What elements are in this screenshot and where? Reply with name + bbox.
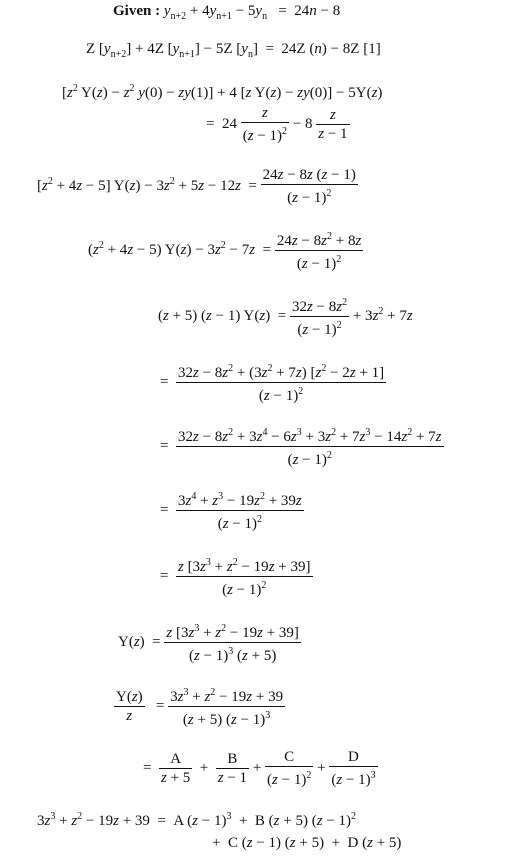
step3-line: (z + 5) (z − 1) Y(z) = $\frac{32z - 8z^2}{(z - 1)^2}$ + $3z^2 + 7z$: [158, 297, 413, 338]
step2-line: $(z^2 + 4z - 5) Y(z) - 3z^2 - 7z$ = $\frac{24z - 8z^2 + 8z}{(z - 1)^2}$: [88, 231, 362, 272]
z-transform-line: Z $[y_{n+2}] + 4Z$ $[y_{n+1}] - 5Z$ $[y_n] = 24Z$ (n) − 8Z [1]: [86, 41, 381, 60]
given-label: Given :: [113, 3, 161, 19]
step7-line: = $\frac{z [3z^3 + z^2 - 19z + 39]}{(z - 1)^2}$: [160, 557, 311, 598]
step8-line: Y(z) = $\frac{z [3z^3 + z^2 - 19z + 39]}{(z - 1)^3 (z + 5)}$: [118, 623, 299, 664]
step11-line-a: $3z^3 + z^2 - 19z + 39 = A$ $(z - 1)^3 + B$ (z + 5) $(z - 1)^2$: [37, 811, 357, 829]
step5-line: = $\frac{32z - 8z^2 + 3z^4 - 6z^3 + 3z^2 + 7z^3 - 14z^2 + 7z}{(z - 1)^2}$: [160, 427, 442, 468]
step9-line: $\frac{Y(z)}{z}$ = $\frac{3z^3 + z^2 - 19z + 39}{(z + 5) (z - 1)^3}$: [116, 687, 284, 728]
expanded-left-line: [$z^2$ $Y(z) - z^2$ y(0) − zy(1)] + 4 [z Y(z) − zy(0)] − 5Y(z): [62, 83, 383, 101]
step11-line-b: + C (z − 1) (z + 5) + D (z + 5): [212, 835, 402, 851]
expanded-right-line: = 24 $\frac{z}{(z - 1)^2}$ − 8 $\frac{z}{z - 1}$: [206, 105, 348, 144]
step6-line: = $\frac{3z^4 + z^3 - 19z^2 + 39z}{(z - 1)^2}$: [160, 491, 302, 532]
step1-line: $[z^2 + 4z - 5] Y(z) - 3z^2 + 5z - 12z$ = $\frac{24z - 8z (z - 1)}{(z - 1)^2}$: [37, 167, 356, 206]
given-line: [113, 2, 340, 26]
difference-equation: $y_{n+2} + 4y_{n+1} - 5y_n = 24n - 8$: [163, 3, 341, 22]
step10-line: = $\frac{A}{z + 5}$ + $\frac{B}{z - 1}$ + $\frac{C}{(z - 1)^2}$ + $\frac{D}{(z - 1)^3}$: [143, 749, 376, 788]
step4-line: = $\frac{32z - 8z^2 + (3z^2 + 7z) [z^2 - 2z + 1]}{(z - 1)^2}$: [160, 363, 385, 404]
